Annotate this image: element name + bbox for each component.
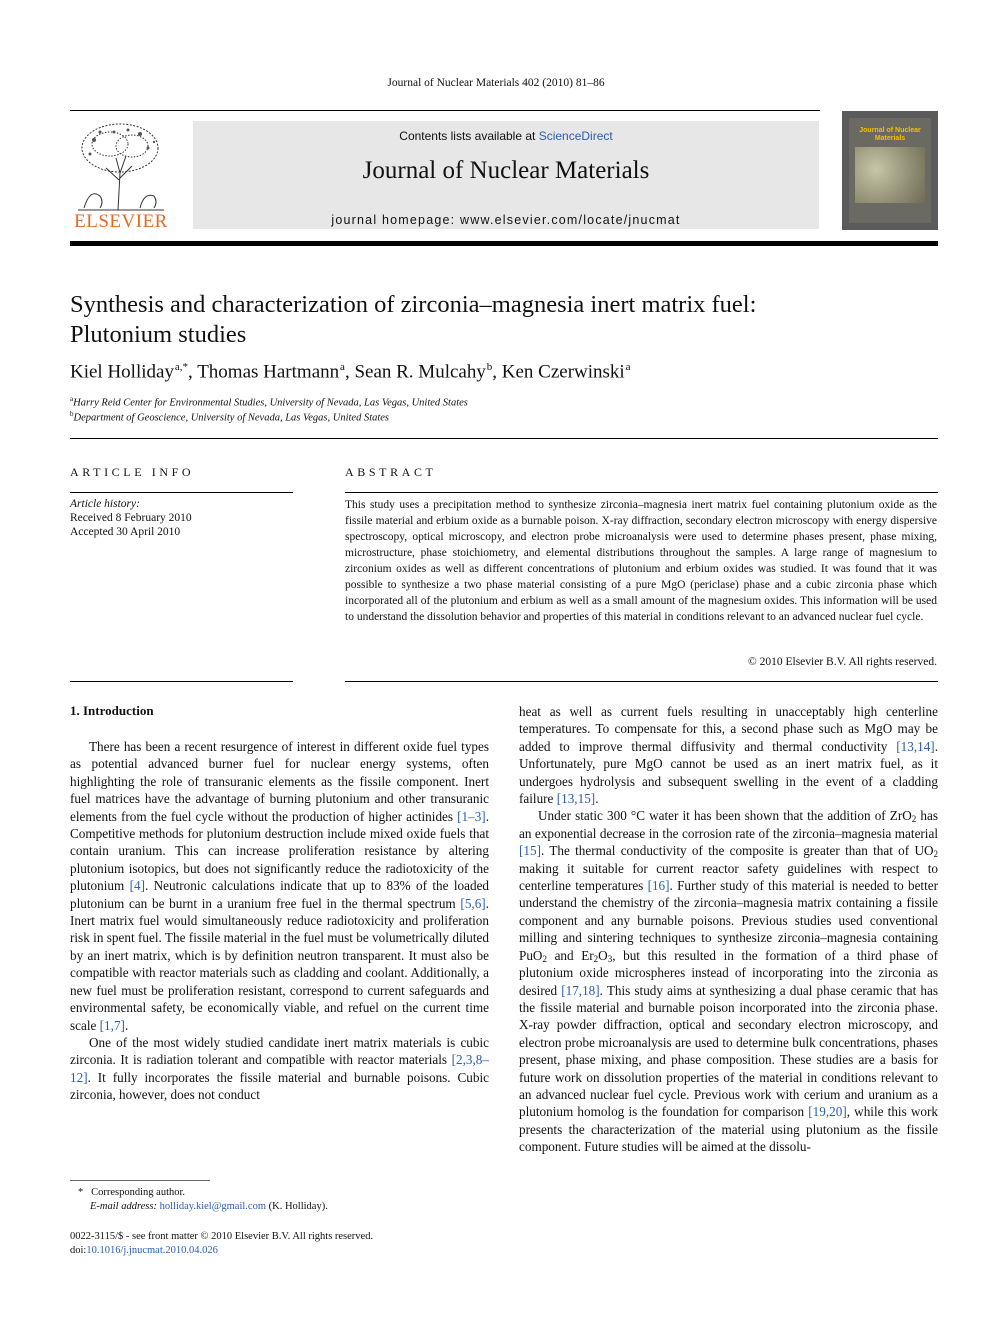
abstract-heading: ABSTRACT	[345, 465, 437, 479]
email-label: E-mail address:	[90, 1201, 160, 1212]
elsevier-wordmark: ELSEVIER	[74, 211, 168, 232]
article-info-bottom-rule	[70, 681, 293, 682]
affiliation-marker: b	[70, 410, 74, 418]
journal-title: Journal of Nuclear Materials	[362, 157, 650, 184]
front-matter-note	[70, 1230, 373, 1258]
abstract-bottom-rule	[345, 681, 938, 682]
author-sup: b	[486, 361, 493, 373]
journal-homepage[interactable]: journal homepage: www.elsevier.com/locate/jnucmat	[331, 213, 681, 227]
doi-label: doi:	[70, 1245, 87, 1256]
header-thick-divider	[70, 241, 938, 246]
citation-link[interactable]: [19,20]	[808, 1104, 847, 1120]
author-name[interactable]: Thomas Hartmann	[197, 361, 340, 383]
author-name[interactable]: Kiel Holliday	[70, 361, 174, 383]
paper-title	[70, 290, 930, 350]
affiliation	[70, 395, 468, 409]
cover-image	[855, 147, 925, 203]
citation-link[interactable]: [13,14]	[896, 738, 935, 754]
citation-link[interactable]: [4]	[129, 878, 145, 894]
paper-title-line2: Plutonium studies	[70, 321, 247, 348]
corresponding-author-note	[70, 1186, 328, 1214]
citation-link[interactable]: [2,3,8–12]	[70, 1052, 489, 1085]
section-heading-introduction: 1. Introduction	[70, 703, 154, 718]
affiliation-text: Department of Geoscience, University of Nevada, Las Vegas, United States	[73, 412, 390, 424]
email-suffix: (K. Holliday).	[266, 1201, 328, 1212]
citation-link[interactable]: [13,15]	[556, 791, 596, 807]
body-column-right	[519, 703, 938, 1156]
author-sup: a,*	[174, 361, 189, 373]
footnote-divider	[70, 1180, 210, 1181]
author-sup: a	[340, 361, 345, 373]
article-info-rule	[70, 492, 293, 493]
article-history	[70, 497, 192, 539]
sciencedirect-link[interactable]: ScienceDirect	[538, 129, 613, 143]
journal-reference: Journal of Nuclear Materials 402 (2010) 81–86	[387, 77, 605, 89]
author-name[interactable]: Ken Czerwinski	[501, 361, 625, 383]
cover-title: Journal of Nuclear Materials	[859, 127, 921, 142]
accepted-date: Accepted 30 April 2010	[70, 526, 181, 538]
section-divider	[70, 438, 938, 439]
affiliation	[70, 410, 389, 424]
article-info-heading: ARTICLE INFO	[70, 465, 195, 479]
paper-title-line1: Synthesis and characterization of zirconia–magnesia inert matrix fuel:	[70, 291, 757, 318]
doi-link[interactable]: 10.1016/j.jnucmat.2010.04.026	[86, 1245, 218, 1256]
journal-banner	[193, 121, 819, 229]
affiliation-text: Harry Reid Center for Environmental Studies, University of Nevada, Las Vegas, United States	[73, 397, 468, 409]
body-column-left	[70, 738, 489, 1104]
citation-link[interactable]: [1–3]	[457, 808, 486, 824]
body-paragraph: heat as well as current fuels resulting in unacceptably high centerline temperatures. To compensate for this, a second phase such as MgO may be added to improve thermal diffusivity and thermal conductivity [13,14]. Unfortunately, pure MgO cannot be used as an inert matrix fuel, as it undergoes hydrolysis and subsequent swelling in the event of a cladding failure [13,15].	[519, 704, 938, 807]
citation-link[interactable]: [15]	[519, 843, 541, 859]
abstract-copyright: © 2010 Elsevier B.V. All rights reserved.	[748, 656, 937, 668]
abstract-rule	[345, 492, 938, 493]
body-paragraph: One of the most widely studied candidate inert matrix materials is cubic zirconia. It is radiation tolerant and compatible with reactor materials [2,3,8–12]. It fully incorporates the fissile material and burnable poisons. Cubic zirconia, however, does not conduct	[70, 1034, 489, 1103]
author-name[interactable]: Sean R. Mulcahy	[354, 361, 486, 383]
contents-line	[193, 129, 819, 143]
received-date: Received 8 February 2010	[70, 512, 192, 524]
citation-link[interactable]: [5,6]	[460, 895, 486, 911]
citation-link[interactable]: [17,18]	[561, 982, 600, 998]
elsevier-logo[interactable]	[70, 118, 172, 233]
citation-link[interactable]: [1,7]	[99, 1017, 125, 1033]
citation-link[interactable]: [16]	[647, 878, 670, 894]
elsevier-tree-icon	[70, 118, 172, 214]
journal-cover-thumbnail[interactable]	[842, 111, 938, 230]
corresponding-label: Corresponding author.	[91, 1187, 186, 1198]
contents-prefix: Contents lists available at	[399, 129, 539, 143]
history-label: Article history:	[70, 498, 140, 510]
header-divider	[70, 110, 820, 111]
author-sup: a	[625, 361, 631, 373]
email-link[interactable]: holliday.kiel@gmail.com	[159, 1201, 266, 1212]
affiliation-marker: a	[70, 395, 74, 403]
body-paragraph: There has been a recent resurgence of interest in different oxide fuel types as potential advanced burner fuel for nuclear energy systems, often highlighting the role of transuranic elements as the fissile component. Inert fuel matrices have the advantage of burning plutonium and other transuranic elements from the fuel cycle without the production of higher actinides [1–3]. Competitive methods for plutonium destruction include mixed oxide fuels that contain uranium. This can increase proliferation resistance by altering plutonium isotopics, but does not significantly reduce the radiotoxicity of the plutonium [4]. Neutronic calculations indicate that up to 83% of the loaded plutonium can be burnt in a uranium free fuel in the thermal spectrum [5,6]. Inert matrix fuel would simultaneously reduce radiotoxicity and proliferation risk in spent fuel. The fissile material in the fuel must be volumetrically diluted by an inert matrix, which is by definition neutron transparent. It must also be compatible with reactor materials such as cladding and coolant. Additionally, a new fuel must be proliferation resistant, correspond to current safeguards and environmental safety, be economically viable, and refuel on the current time scale [1,7].	[70, 739, 490, 1033]
body-paragraph: Under static 300 °C water it has been shown that the addition of ZrO$_2$ has an exponential decrease in the corrosion rate of the zirconia–magnesia material [15]. The thermal conductivity of the composite is greater than that of $UO_2$ making it suitable for current reactor safety guidelines with respect to centerline temperatures [16]. Further study of this material is needed to better understand the chemistry of the zirconia–magnesia matrix containing a fissile component and any burnable poisons. Previous studies used conventional milling and sintering techniques to synthesize zirconia–magnesia containing PuO$_2$ and $Er_2O_3$, but this resulted in the formation of a third phase of plutonium oxide microspheres instead of incorporating into the zirconia as desired [17,18]. This study aims at synthesizing a dual phase ceramic that has the fissile material and burnable poison incorporated into the zirconia phase. X-ray powder diffraction, optical and secondary electron microscopy, and electron probe microanalysis are used to determine bulk concentrations, phases present, phase mixing, and phase composition. These studies are a basis for future work on dissolution properties of the material in conditions relevant to an advanced nuclear fuel cycle. Previous work with cerium and uranium as a plutonium homolog is the foundation for comparison [19,20], while this work presents the characterization of the material using plutonium as the fissile component. Future studies will be aimed at the dissolu-	[519, 808, 938, 1155]
issn-line: 0022-3115/$ - see front matter © 2010 Elsevier B.V. All rights reserved.	[70, 1231, 374, 1242]
asterisk-marker: *	[78, 1187, 84, 1198]
abstract-text: This study uses a precipitation method to synthesize zirconia–magnesia inert matrix fuel containing plutonium oxide as the fissile material and erbium oxide as a burnable poison. X-ray diffraction, secondary electron microscopy with energy dispersive spectroscopy, optical microscopy, and electron probe microanalysis were used to determine phases present, phase mixing, microstructure, phase stoichiometry, and elemental distributions throughout the samples. A large range of magnesium to zirconium oxides as well as different concentrations of plutonium and erbium oxides was studied. It was found that it was possible to synthesize a two phase material consisting of a pure MgO (periclase) phase and a cubic zirconia phase which incorporated all of the plutonium and erbium as well as a small amount of the magnesium oxides. This information will be used to understand the dissolution behavior and properties of this material in conditions relevant to an advanced nuclear fuel cycle.	[345, 499, 937, 623]
author-list: Kiel Holliday $^{a,*}$, Thomas Hartmann $^a$, Sean R. Mulcahy $^b$, Ken Czerwinski $^a$	[70, 361, 631, 383]
